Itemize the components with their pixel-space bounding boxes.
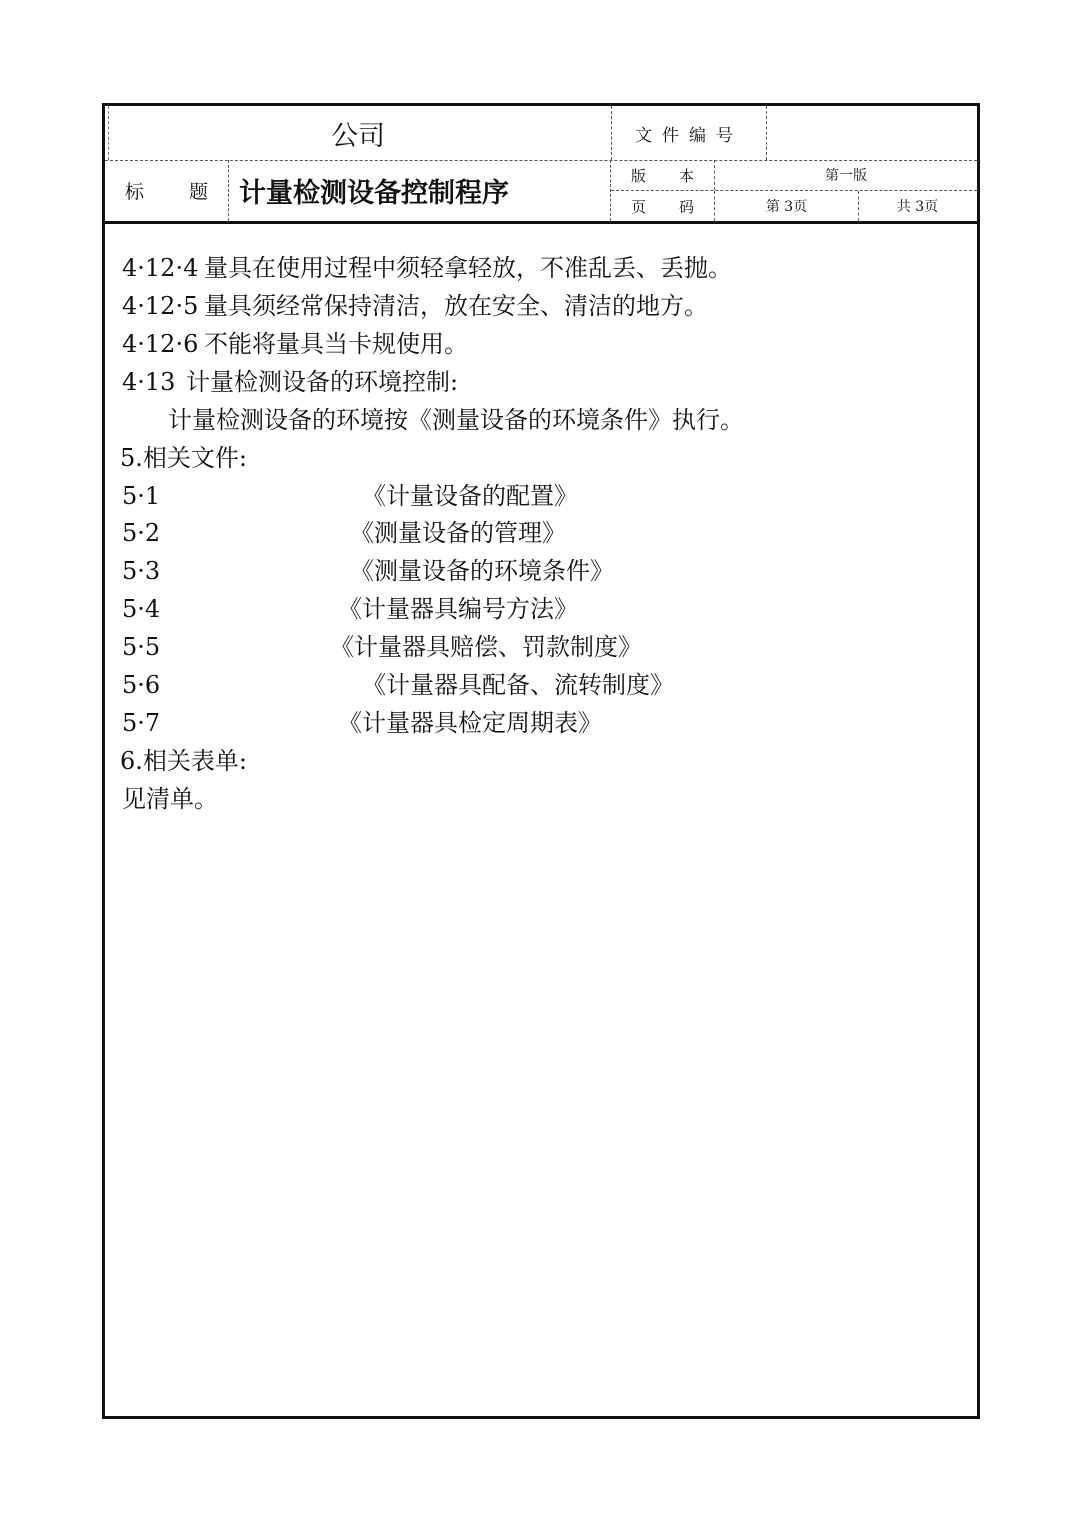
doc-number: 5·6 bbox=[122, 671, 161, 699]
title-label-char-2: 题 bbox=[188, 181, 208, 203]
version-row bbox=[611, 160, 977, 191]
doc-title: 《计量设备的配置》 bbox=[362, 482, 578, 510]
doc-number: 5·4 bbox=[122, 595, 161, 623]
header-row-1 bbox=[105, 106, 977, 161]
file-number-value bbox=[765, 106, 977, 160]
company-name bbox=[105, 106, 612, 160]
clause-text: 量具须经常保持清洁，放在安全、清洁的地方。 bbox=[204, 292, 708, 320]
clause-text: 量具在使用过程中须轻拿轻放，不准乱丢、丢抛。 bbox=[204, 254, 732, 282]
version-value: 第一版 bbox=[825, 168, 867, 184]
doc-title: 《计量器具检定周期表》 bbox=[338, 709, 602, 737]
clause-text: 计量检测设备的环境控制: bbox=[186, 368, 459, 396]
section-5-heading: 5.相关文件: bbox=[120, 444, 247, 472]
clause-number: 4·12·4 bbox=[122, 254, 199, 282]
doc-number: 5·5 bbox=[122, 633, 161, 661]
version-label-char-1: 版 bbox=[631, 166, 647, 185]
clause-number: 4·12·5 bbox=[122, 292, 199, 320]
doc-title: 《计量器具赔偿、罚款制度》 bbox=[330, 633, 642, 661]
page-number: 第 3页 bbox=[715, 191, 859, 221]
doc-title: 《计量器具编号方法》 bbox=[338, 595, 578, 623]
section-6-heading: 6.相关表单: bbox=[120, 747, 247, 775]
title-label-char-1: 标 bbox=[125, 181, 145, 203]
page-row bbox=[611, 191, 977, 221]
section-6-text: 见清单。 bbox=[122, 785, 218, 813]
doc-title: 《测量设备的环境条件》 bbox=[350, 557, 614, 585]
version-label bbox=[611, 160, 715, 190]
clause-number: 4·13 bbox=[122, 368, 176, 396]
page-label bbox=[611, 191, 715, 221]
document-title: 计量检测设备控制程序 bbox=[229, 160, 611, 221]
clause-number: 4·12·6 bbox=[122, 330, 199, 358]
page-label-char-1: 页 bbox=[631, 197, 647, 216]
title-label bbox=[105, 160, 229, 221]
doc-number: 5·3 bbox=[122, 557, 161, 585]
page-label-char-2: 码 bbox=[678, 197, 694, 216]
version-label-char-2: 本 bbox=[678, 166, 694, 185]
header-row-2 bbox=[105, 160, 977, 224]
clause-text: 不能将量具当卡规使用。 bbox=[204, 330, 468, 358]
doc-number: 5·2 bbox=[122, 519, 161, 547]
doc-number: 5·1 bbox=[122, 482, 161, 510]
doc-title: 《测量设备的管理》 bbox=[350, 519, 566, 547]
meta-block bbox=[611, 160, 977, 221]
doc-number: 5·7 bbox=[122, 709, 161, 737]
total-pages: 共 3页 bbox=[896, 199, 939, 215]
doc-title: 《计量器具配备、流转制度》 bbox=[362, 671, 674, 699]
company-text: 公司 bbox=[331, 120, 385, 152]
file-number-label: 文件编号 bbox=[611, 106, 767, 160]
clause-text: 计量检测设备的环境按《测量设备的环境条件》执行。 bbox=[168, 406, 744, 434]
